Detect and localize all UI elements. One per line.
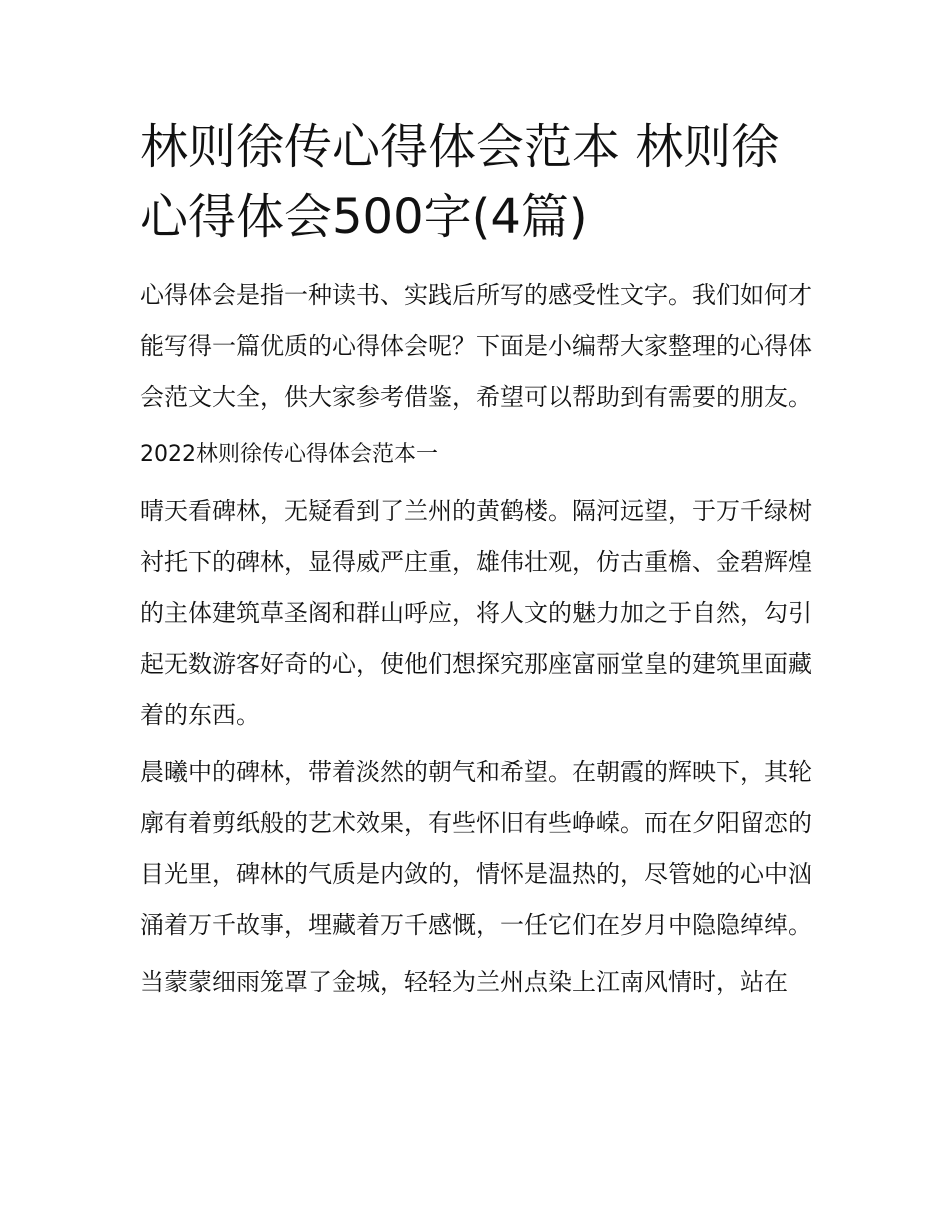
- document-title: 林则徐传心得体会范本 林则徐心得体会500字(4篇): [140, 119, 780, 245]
- intro-paragraph: 心得体会是指一种读书、实践后所写的感受性文字。我们如何才能写得一篇优质的心得体会呢？下面是小编帮大家整理的心得体会范文大全，供大家参考借鉴，希望可以帮助到有需要的朋友。: [140, 281, 812, 411]
- body-paragraph-2: 晨曦中的碑林，带着淡然的朝气和希望。在朝霞的辉映下，其轮廓有着剪纸般的艺术效果，有些怀旧有些峥嵘。而在夕阳留恋的目光里，碑林的气质是内敛的，情怀是温热的，尽管她的心中汹涌着万千故事，埋藏着万千感慨，一任它们在岁月中隐隐绰绰。: [140, 758, 812, 939]
- document-content: [140, 112, 812, 1014]
- section-heading: 2022林则徐传心得体会范本一: [140, 442, 438, 467]
- body-paragraph-1: 晴天看碑林，无疑看到了兰州的黄鹤楼。隔河远望，于万千绿树衬托下的碑林，显得威严庄重，雄伟壮观，仿古重檐、金碧辉煌的主体建筑草圣阁和群山呼应，将人文的魅力加之于自然，勾引起无数游客好奇的心，使他们想探究那座富丽堂皇的建筑里面藏着的东西。: [140, 497, 812, 729]
- document-body: [140, 270, 812, 1008]
- body-paragraph-3: 当蒙蒙细雨笼罩了金城，轻轻为兰州点染上江南风情时，站在: [140, 968, 788, 996]
